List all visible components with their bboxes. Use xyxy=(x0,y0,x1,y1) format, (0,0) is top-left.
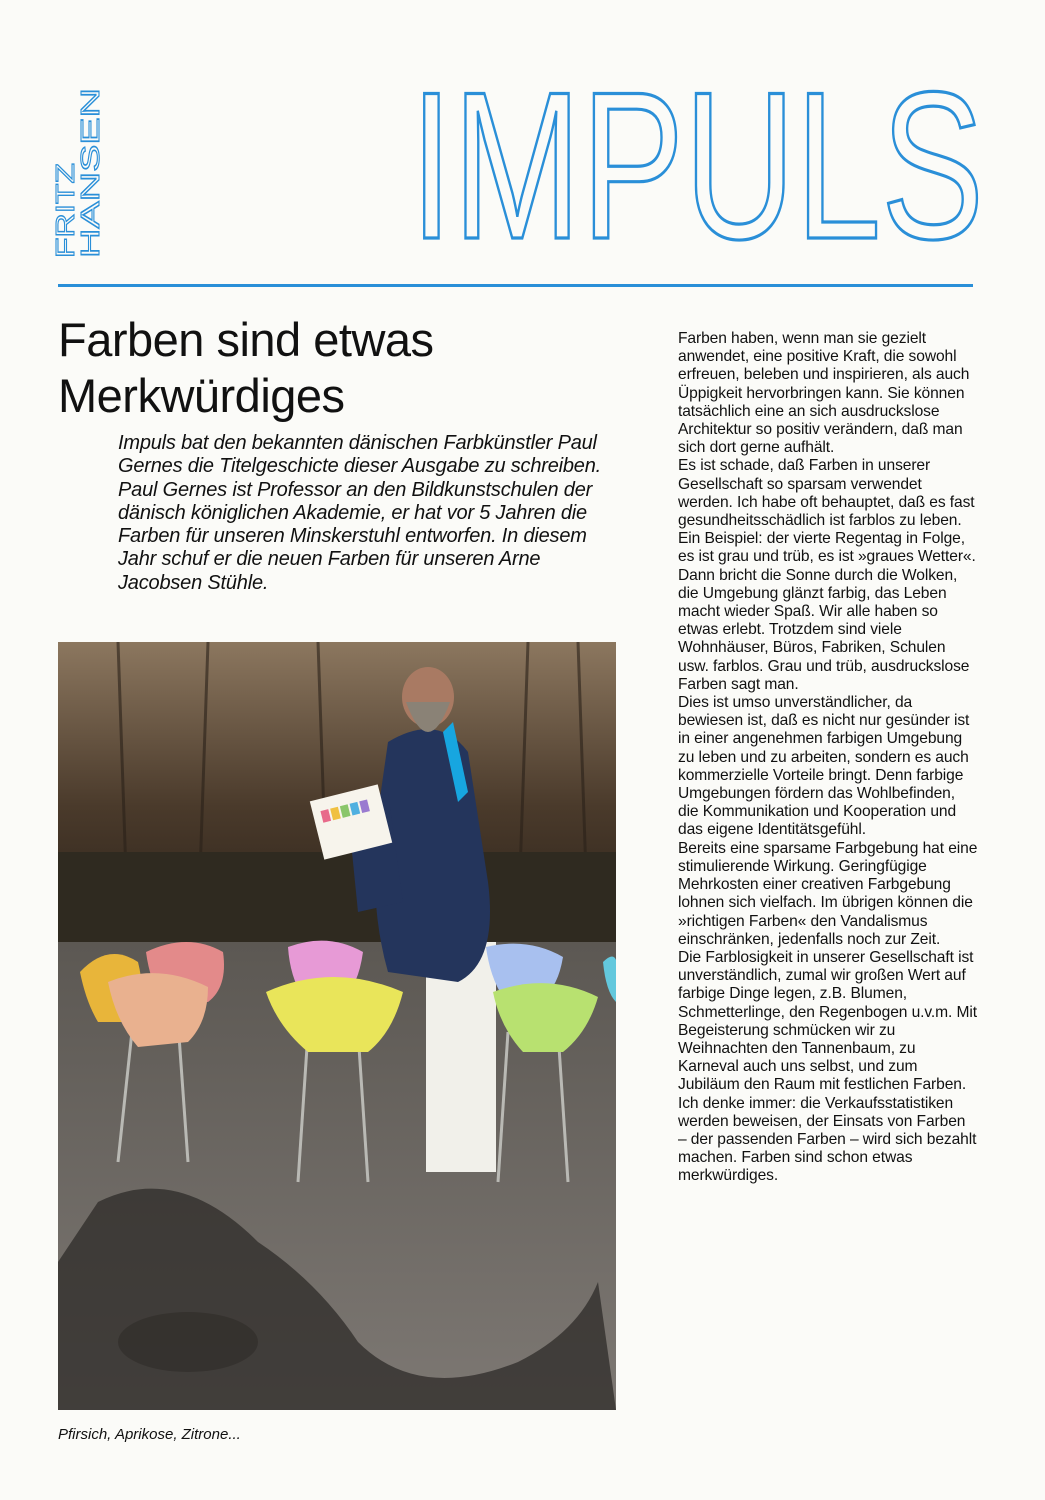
body-paragraph: Dies ist umso unverständlicher, da bewiesen ist, daß es nicht nur gesünder ist in einer angenehmen farbigen Umgebung zu leben und zu arbeiten, sondern es auch kommerzielle Vorteile bringt. Denn farbige Umgebungen fördern das Wohlbefinden, die Kommunikation und Kooperation und das eigene Identitätsgefühl. xyxy=(678,694,970,839)
body-paragraph: Die Farblosigkeit in unserer Gesellschaft ist unverständlich, zumal wir großen Wert auf farbige Dinge legen, z.B. Blumen, Schmetterlinge, den Regenbogen u.v.m. Mit Begeisterung schmücken wir zu Weihnachten den Tannenbaum, zu Karneval auch uns selbst, und zum Jubiläum den Raum mit festlichen Farben. xyxy=(678,948,977,1094)
magazine-title xyxy=(410,84,984,250)
brand-line-fritz: FRITZ xyxy=(52,184,80,258)
photo-caption: Pfirsich, Aprikose, Zitrone... xyxy=(58,1426,241,1443)
brand-line-hansen: HANSEN xyxy=(75,149,104,258)
header-divider xyxy=(58,284,973,287)
headline-line-2: Merkwürdiges xyxy=(58,369,345,422)
article-intro: Impuls bat den bekannten dänischen Farbkünstler Paul Gernes die Titelgeschicte dieser Ausgabe zu schreiben. Paul Gernes ist Professor an den Bildkunstschulen der dänisch königlichen Akademie, er hat vor 5 Jahren die Farben für unseren Minskerstuhl entworfen. In diesem Jahr schuf er die neuen Farben für unseren Arne Jacobsen Stühle. xyxy=(118,432,601,594)
body-paragraph: Es ist schade, daß Farben in unserer Gesellschaft so sparsam verwendet werden. Ich habe oft behauptet, daß es fast gesundheitsschädlich ist farblos zu leben. Ein Beispiel: der vierte Regentag in Folge, es ist grau und trüb, es ist »graues Wetter«. Dann bricht die Sonne durch die Wolken, die Umgebung glänzt farbig, das Leben macht wieder Spaß. Wir alle haben so etwas erlebt. Trotzdem sind viele Wohnhäuser, Büros, Fabriken, Schulen usw. farblos. Grau und trüb, ausdruckslose Farben sagt man. xyxy=(678,457,976,693)
body-paragraph: Ich denke immer: die Verkaufsstatistiken werden beweisen, der Einsats von Farben – der passenden Farben – wird sich bezahlt machen. Farben sind schon etwas merkwürdiges. xyxy=(678,1094,977,1185)
body-paragraph: Farben haben, wenn man sie gezielt anwendet, eine positive Kraft, die sowohl erfreuen, beleben und inspirieren, als auch Üppigkeit hervorbringen kann. Sie können tatsächlich eine an sich ausdruckslose Architektur so positiv verändern, daß man sich dort gerne aufhält. xyxy=(678,330,970,457)
headline-line-1: Farben sind etwas xyxy=(58,313,434,366)
article-body xyxy=(678,330,978,1186)
brand-logo-fritz-hansen xyxy=(52,88,104,258)
article-photo xyxy=(58,642,616,1410)
magazine-title-text: IMPULS xyxy=(410,84,984,250)
body-paragraph: Bereits eine sparsame Farbgebung hat eine stimulierende Wirkung. Geringfügige Mehrkosten einer creativen Farbgebung lohnen sich vielfach. Im übrigen können die »richtigen Farben« den Vandalismus einschränken, jedenfalls noch zur Zeit. xyxy=(678,839,978,948)
article-headline xyxy=(58,312,618,424)
